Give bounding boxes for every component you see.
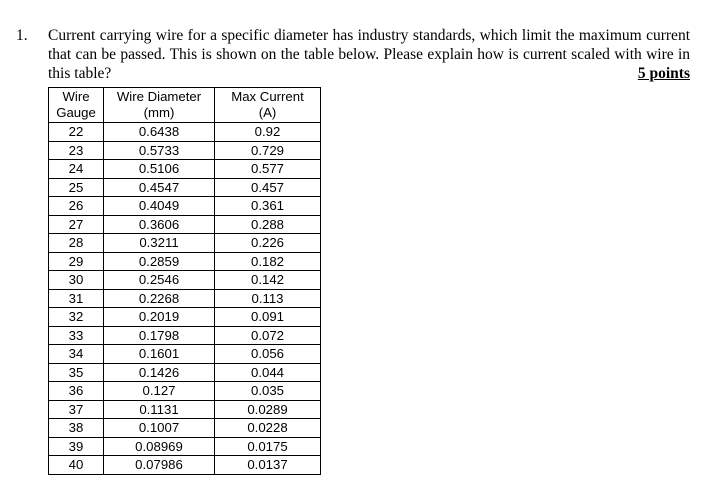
header-line: (mm) [143, 105, 175, 120]
cell-wire-diameter: 0.1601 [104, 345, 215, 364]
cell-wire-diameter: 0.2268 [104, 289, 215, 308]
cell-wire-gauge: 25 [49, 178, 104, 197]
table-row [49, 363, 321, 382]
cell-max-current: 0.226 [215, 234, 321, 253]
cell-wire-gauge: 30 [49, 271, 104, 290]
table-row [49, 326, 321, 345]
cell-max-current: 0.361 [215, 197, 321, 216]
table-row [49, 271, 321, 290]
cell-wire-gauge: 27 [49, 215, 104, 234]
header-line: Wire Diameter [116, 89, 202, 104]
table-row [49, 289, 321, 308]
cell-max-current: 0.577 [215, 160, 321, 179]
cell-wire-diameter: 0.4547 [104, 178, 215, 197]
table-row [49, 141, 321, 160]
table-row [49, 252, 321, 271]
cell-wire-diameter: 0.4049 [104, 197, 215, 216]
wire-gauge-table [48, 87, 321, 475]
header-wire-gauge [49, 88, 104, 123]
cell-wire-gauge: 38 [49, 419, 104, 438]
table-row [49, 400, 321, 419]
cell-max-current: 0.182 [215, 252, 321, 271]
table-body [49, 123, 321, 475]
cell-max-current: 0.0137 [215, 456, 321, 475]
cell-wire-gauge: 28 [49, 234, 104, 253]
cell-wire-gauge: 29 [49, 252, 104, 271]
table-row [49, 234, 321, 253]
cell-wire-gauge: 34 [49, 345, 104, 364]
question-text: Current carrying wire for a specific diameter has industry standards, which limit the maximum current that can be passed. This is shown on the table below. Please explain how is current scaled with wire in this table? [48, 27, 690, 82]
cell-wire-gauge: 32 [49, 308, 104, 327]
cell-wire-gauge: 37 [49, 400, 104, 419]
table-row [49, 178, 321, 197]
cell-max-current: 0.457 [215, 178, 321, 197]
table-row [49, 197, 321, 216]
cell-wire-gauge: 39 [49, 437, 104, 456]
cell-wire-diameter: 0.127 [104, 382, 215, 401]
cell-wire-gauge: 26 [49, 197, 104, 216]
table-row [49, 215, 321, 234]
question-number: 1. [16, 27, 28, 44]
cell-max-current: 0.056 [215, 345, 321, 364]
cell-wire-diameter: 0.07986 [104, 456, 215, 475]
cell-max-current: 0.288 [215, 215, 321, 234]
table-row [49, 419, 321, 438]
cell-wire-diameter: 0.1007 [104, 419, 215, 438]
header-line: (A) [258, 105, 277, 120]
cell-max-current: 0.0289 [215, 400, 321, 419]
cell-wire-diameter: 0.2859 [104, 252, 215, 271]
cell-max-current: 0.0175 [215, 437, 321, 456]
header-max-current [215, 88, 321, 123]
cell-max-current: 0.091 [215, 308, 321, 327]
table-row [49, 456, 321, 475]
cell-wire-diameter: 0.3606 [104, 215, 215, 234]
cell-max-current: 0.072 [215, 326, 321, 345]
table-row [49, 345, 321, 364]
cell-wire-gauge: 22 [49, 123, 104, 142]
cell-wire-diameter: 0.1798 [104, 326, 215, 345]
cell-wire-gauge: 23 [49, 141, 104, 160]
cell-max-current: 0.044 [215, 363, 321, 382]
cell-max-current: 0.113 [215, 289, 321, 308]
table-row [49, 308, 321, 327]
cell-wire-diameter: 0.1426 [104, 363, 215, 382]
cell-wire-diameter: 0.5733 [104, 141, 215, 160]
table-row [49, 123, 321, 142]
cell-wire-gauge: 35 [49, 363, 104, 382]
cell-wire-gauge: 36 [49, 382, 104, 401]
cell-wire-gauge: 31 [49, 289, 104, 308]
cell-wire-gauge: 24 [49, 160, 104, 179]
cell-wire-diameter: 0.3211 [104, 234, 215, 253]
table-row [49, 160, 321, 179]
cell-max-current: 0.0228 [215, 419, 321, 438]
question-points: 5 points [637, 65, 690, 82]
cell-wire-diameter: 0.6438 [104, 123, 215, 142]
header-line: Max Current [231, 89, 304, 104]
cell-wire-diameter: 0.08969 [104, 437, 215, 456]
cell-wire-diameter: 0.1131 [104, 400, 215, 419]
table-row [49, 382, 321, 401]
header-line: Gauge [56, 105, 96, 120]
cell-wire-diameter: 0.2019 [104, 308, 215, 327]
cell-max-current: 0.035 [215, 382, 321, 401]
cell-wire-gauge: 40 [49, 456, 104, 475]
cell-wire-diameter: 0.5106 [104, 160, 215, 179]
table-header-row [49, 88, 321, 123]
cell-max-current: 0.92 [215, 123, 321, 142]
cell-wire-gauge: 33 [49, 326, 104, 345]
cell-max-current: 0.729 [215, 141, 321, 160]
table-row [49, 437, 321, 456]
header-wire-diameter [104, 88, 215, 123]
header-line: Wire [62, 89, 90, 104]
cell-wire-diameter: 0.2546 [104, 271, 215, 290]
cell-max-current: 0.142 [215, 271, 321, 290]
